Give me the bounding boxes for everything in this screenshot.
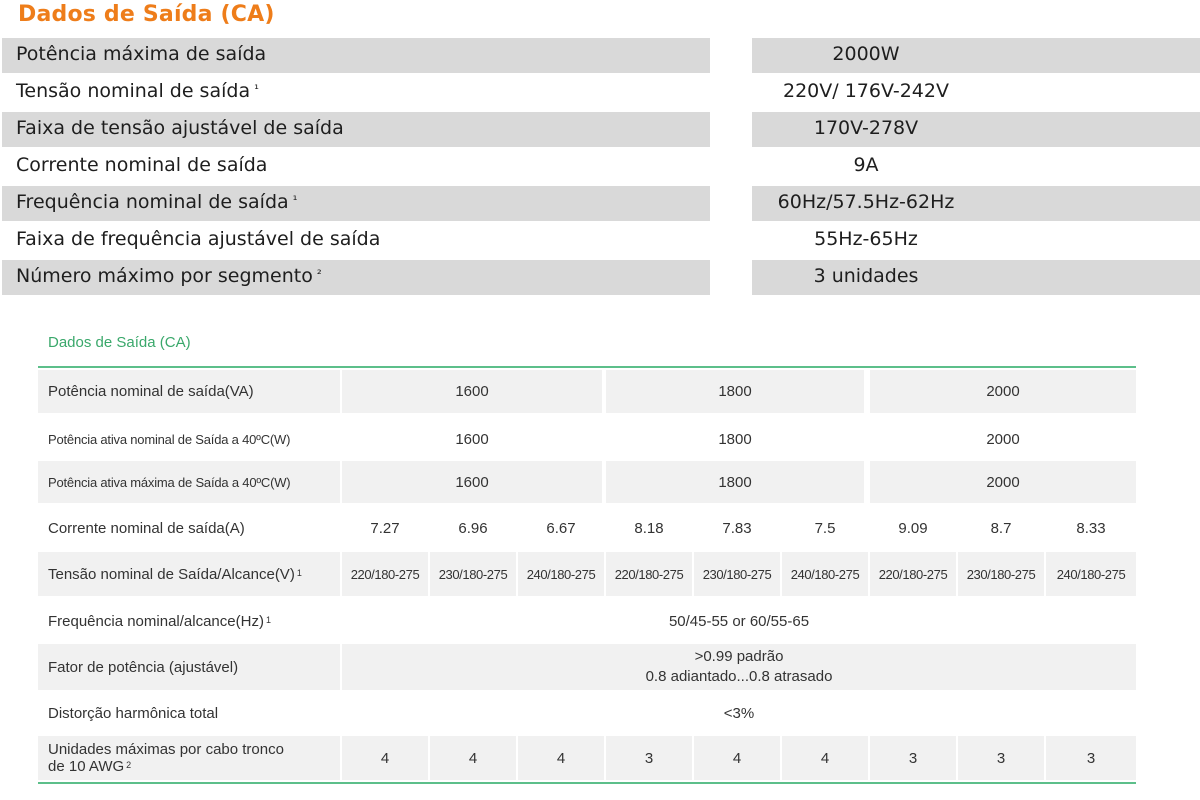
table-cell: 4 [430, 736, 516, 780]
table-cell: 7.5 [814, 519, 836, 537]
row-label: Potência máxima de saída [2, 38, 710, 73]
row-label: Frequência nominal/alcance(Hz) $^1$ [48, 612, 271, 630]
table-cell: 1800 [718, 431, 752, 448]
footnote-marker: ¹ [254, 82, 259, 96]
row-label: Distorção harmônica total [48, 704, 219, 722]
row-value: 3 unidades [752, 260, 1200, 295]
table-cell: 4 [694, 736, 780, 780]
table-row [0, 148, 1200, 185]
divider-line [38, 782, 1136, 784]
table-row [0, 259, 1200, 296]
table-cell: 220/180-275 [606, 552, 692, 596]
table-cell: 240/180-275 [518, 552, 604, 596]
table-row [38, 370, 1136, 413]
row-label: Corrente nominal de saída [16, 154, 268, 176]
table-row [38, 552, 1136, 596]
row-label: Tensão nominal de Saída/Alcance(V) $^1$ [38, 552, 340, 596]
cell-line: 0.8 adiantado...0.8 atrasado [645, 668, 833, 685]
row-value: 60Hz/57.5Hz-62Hz [752, 186, 1200, 221]
table-cell: 230/180-275 [430, 552, 516, 596]
table-row [38, 506, 1136, 550]
table-cell: 3 [870, 736, 956, 780]
table-cell: 3 [606, 736, 692, 780]
table-cell: 1800 [606, 370, 864, 413]
table-cell: 240/180-275 [782, 552, 868, 596]
table-cell: 1800 [606, 461, 864, 503]
table-cell: 1600 [455, 431, 489, 448]
row-label: Faixa de frequência ajustável de saída [16, 228, 381, 250]
divider-line [38, 366, 1136, 368]
row-label: Potência ativa nominal de Saída a 40ºC(W) [48, 432, 291, 447]
footnote-marker: 1 [265, 615, 271, 625]
table-row [38, 644, 1136, 690]
section-title-bottom: Dados de Saída (CA) [48, 334, 191, 351]
table-cell: 230/180-275 [958, 552, 1044, 596]
table-cell: 8.7 [990, 519, 1012, 537]
row-label: Fator de potência (ajustável) [38, 644, 340, 690]
table-cell: 220/180-275 [342, 552, 428, 596]
table-cell: 3 [958, 736, 1044, 780]
label-line: Unidades máximas por cabo tronco [48, 741, 284, 758]
table-row [38, 692, 1136, 734]
label-line: de 10 AWG $^2$ [48, 758, 132, 775]
row-value: 170V-278V [752, 112, 1200, 147]
table-cell: 6.67 [546, 519, 576, 537]
row-value: 2000W [752, 38, 1200, 73]
table-row [0, 185, 1200, 222]
row-value: 220V/ 176V-242V [783, 80, 949, 102]
table-cell: 230/180-275 [694, 552, 780, 596]
table-cell: 2000 [870, 461, 1136, 503]
row-label: Potência ativa máxima de Saída a 40ºC(W) [38, 461, 340, 503]
table-cell: 50/45-55 or 60/55-65 [668, 612, 810, 630]
row-label: Número máximo por segmento $^{^2}$ [2, 260, 710, 295]
table-row [0, 111, 1200, 148]
row-label: Tensão nominal de saída $^{^1}$ [16, 80, 259, 102]
table-cell: 9.09 [898, 519, 928, 537]
row-label: Corrente nominal de saída(A) [48, 519, 245, 537]
table-cell: 1600 [342, 370, 602, 413]
table-cell: <3% [723, 704, 755, 722]
table-cell: 6.96 [458, 519, 488, 537]
table-row [38, 419, 1136, 460]
table-cell: 1600 [342, 461, 602, 503]
table-cell: 2000 [870, 370, 1136, 413]
table-row [0, 37, 1200, 74]
table-cell [342, 644, 1136, 690]
table-row [38, 461, 1136, 503]
top-spec-table [0, 37, 1200, 296]
row-label [38, 736, 340, 780]
table-row [0, 222, 1200, 259]
table-cell: 8.18 [634, 519, 664, 537]
table-cell: 2000 [986, 431, 1020, 448]
row-label: Frequência nominal de saída $^{^1}$ [2, 186, 710, 221]
row-value: 9A [853, 154, 879, 176]
cell-line: >0.99 padrão [694, 648, 784, 665]
table-row [38, 599, 1136, 643]
row-label: Potência nominal de saída(VA) [38, 370, 340, 413]
table-cell: 4 [342, 736, 428, 780]
table-row [0, 74, 1200, 111]
table-row [38, 736, 1136, 780]
table-cell: 220/180-275 [870, 552, 956, 596]
table-cell: 7.83 [722, 519, 752, 537]
table-cell: 3 [1046, 736, 1136, 780]
row-value: 55Hz-65Hz [814, 228, 918, 250]
section-title-top: Dados de Saída (CA) [18, 2, 275, 27]
footnote-marker: 1 [296, 568, 302, 578]
table-cell: 4 [782, 736, 868, 780]
table-cell: 4 [518, 736, 604, 780]
footnote-marker: ¹ [292, 193, 298, 207]
table-cell: 7.27 [370, 519, 400, 537]
table-cell: 240/180-275 [1046, 552, 1136, 596]
footnote-marker: 2 [126, 760, 132, 770]
footnote-marker: ² [316, 267, 322, 281]
table-cell: 8.33 [1076, 519, 1106, 537]
row-label: Faixa de tensão ajustável de saída [2, 112, 710, 147]
